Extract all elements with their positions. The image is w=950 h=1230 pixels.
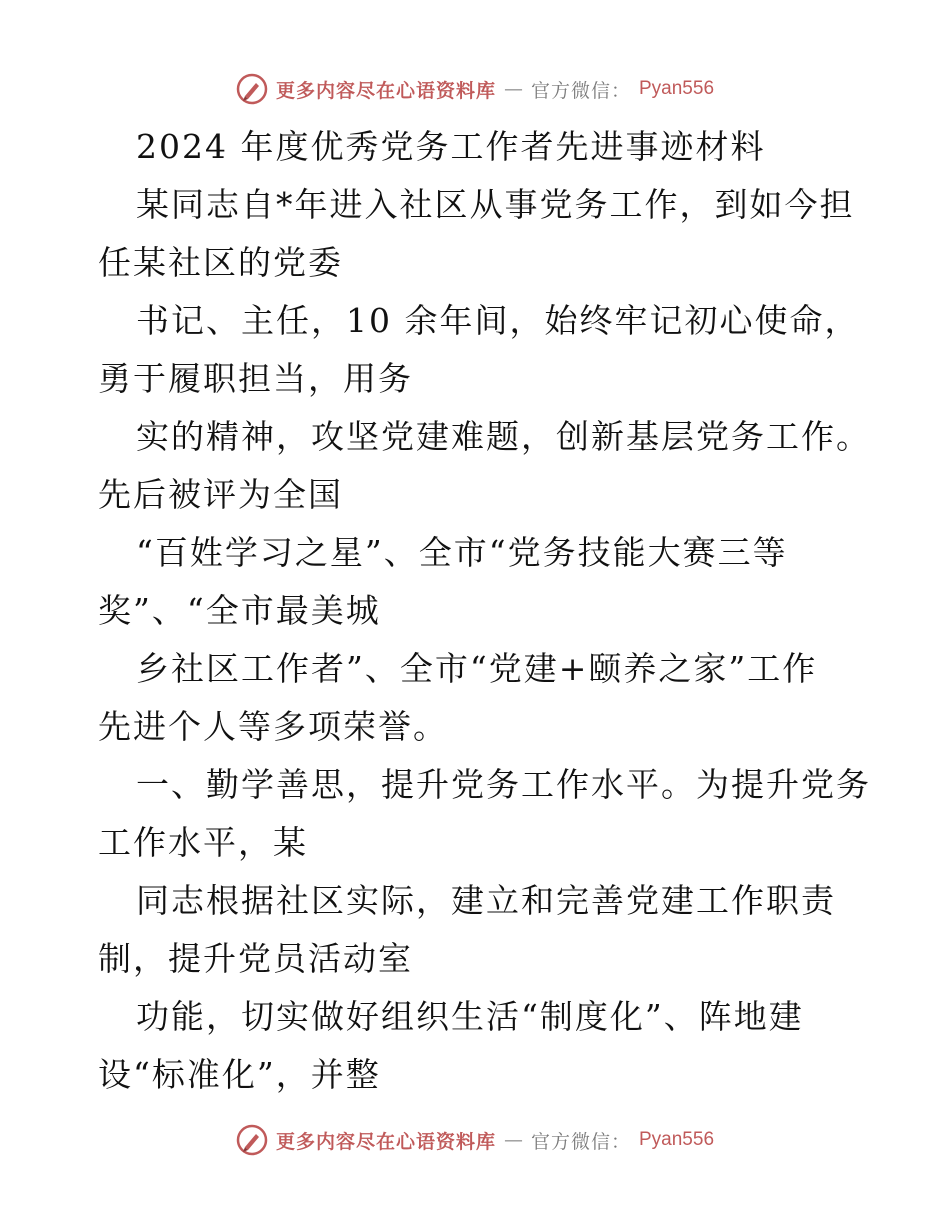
document-body <box>98 118 878 1104</box>
watermark-dash: — <box>503 1129 523 1151</box>
text-line: 先后被评为全国 <box>98 475 343 514</box>
watermark-wechat-id: Pyan556 <box>639 1129 715 1150</box>
watermark-library-text: 更多内容尽在心语资料库 <box>275 1130 496 1153</box>
text-line: 设“标准化”，并整 <box>98 1055 381 1094</box>
text-line: 勇于履职担当，用务 <box>98 359 413 398</box>
text-line: 某同志自*年进入社区从事党务工作，到如今担 <box>136 185 855 224</box>
watermark-wechat-label: 官方微信： <box>530 79 631 102</box>
text-line: 制，提升党员活动室 <box>98 939 413 978</box>
text-line: 同志根据社区实际，建立和完善党建工作职责 <box>136 881 836 920</box>
text-line: 功能，切实做好组织生活“制度化”、阵地建 <box>136 997 804 1036</box>
text-line: 奖”、“全市最美城 <box>98 591 381 630</box>
text-line: 先进个人等多项荣誉。 <box>98 707 448 746</box>
pen-logo-icon <box>236 73 268 105</box>
watermark-library-text: 更多内容尽在心语资料库 <box>275 79 496 102</box>
text-line: 实的精神，攻坚党建难题，创新基层党务工作。 <box>136 417 871 456</box>
watermark-dash: — <box>503 78 523 100</box>
footer-watermark <box>0 1124 950 1156</box>
text-line: 乡社区工作者”、全市“党建+颐养之家”工作 <box>136 649 818 688</box>
section-heading-line: 一、勤学善思，提升党务工作水平。为提升党务 <box>136 765 871 804</box>
text-line: 工作水平，某 <box>98 823 308 862</box>
text-line: “百姓学习之星”、全市“党务技能大赛三等 <box>136 533 788 572</box>
document-title: 2024 年度优秀党务工作者先进事迹材料 <box>136 127 766 166</box>
watermark-wechat-id: Pyan556 <box>639 78 715 99</box>
header-watermark <box>0 73 950 105</box>
pen-logo-icon <box>236 1124 268 1156</box>
text-line: 书记、主任，10 余年间，始终牢记初心使命， <box>136 301 860 340</box>
watermark-wechat-label: 官方微信： <box>530 1130 631 1153</box>
text-line: 任某社区的党委 <box>98 243 343 282</box>
